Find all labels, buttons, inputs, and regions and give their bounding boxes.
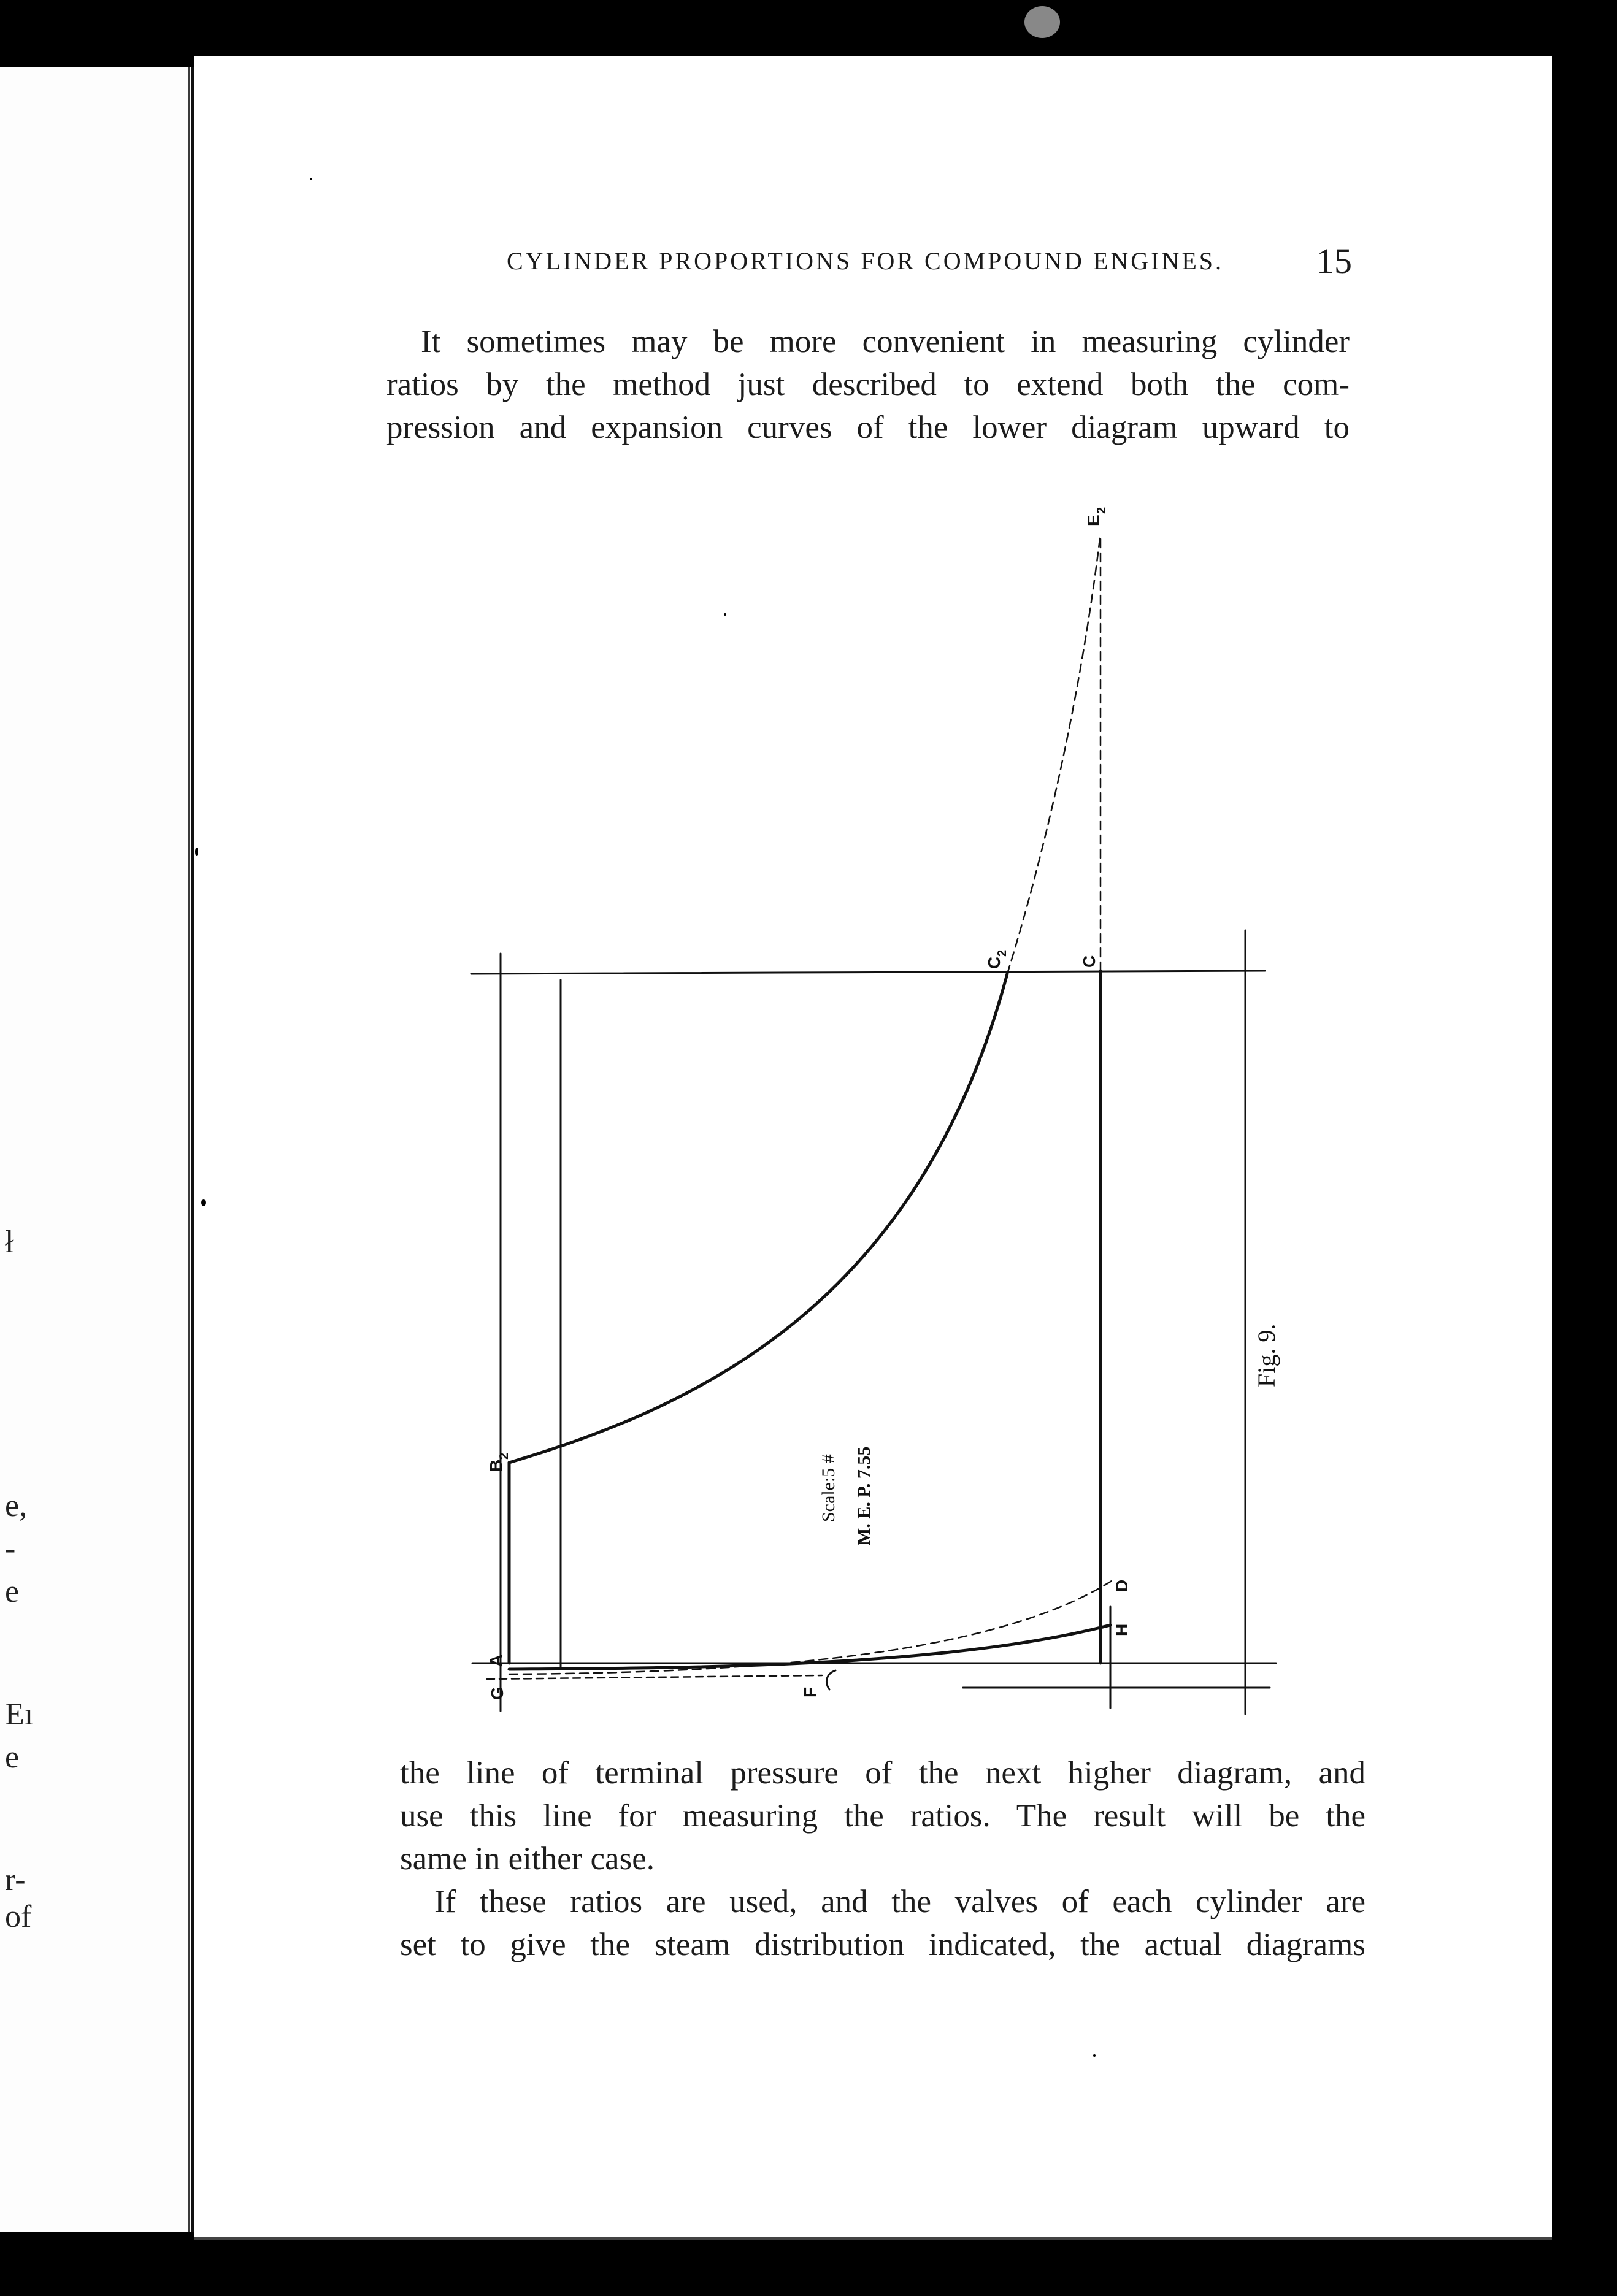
figure-caption: Fig. 9. xyxy=(1253,1323,1280,1387)
left-page-fragment: e xyxy=(5,1740,20,1775)
text-line: same in either case. xyxy=(400,1841,655,1877)
label-h: H xyxy=(1112,1623,1131,1636)
label-a: A xyxy=(486,1654,505,1667)
label-g: G xyxy=(488,1686,507,1700)
expansion-curve-dashed-extension xyxy=(1007,534,1100,974)
scan-speck xyxy=(310,178,312,180)
scan-speck xyxy=(1024,6,1060,38)
mep-label: M. E. P. 7.55 xyxy=(854,1446,874,1545)
scan-speck xyxy=(195,848,198,856)
text-line: use this line for measuring the ratios. The result will be the xyxy=(400,1798,1365,1834)
label-e2: E xyxy=(1084,515,1103,526)
text-line: ratios by the method just described to extend both the com- xyxy=(386,367,1350,402)
page-number: 15 xyxy=(1316,241,1352,281)
label-b2-subscript: 2 xyxy=(497,1452,511,1460)
label-c2: C xyxy=(985,956,1004,969)
scan-speck xyxy=(797,12,801,16)
left-page-fragment: - xyxy=(5,1531,16,1566)
left-page-fragment: r- xyxy=(5,1862,26,1897)
label-b2: B xyxy=(486,1459,505,1472)
scan-speck xyxy=(1093,2054,1096,2057)
text-line: the line of terminal pressure of the next higher diagram, and xyxy=(400,1755,1365,1791)
top-horizontal-line xyxy=(471,971,1265,974)
left-page-fragment: ł xyxy=(5,1225,14,1260)
expansion-curve-solid xyxy=(509,974,1007,1463)
label-f: F xyxy=(801,1686,820,1697)
label-c2-subscript: 2 xyxy=(996,949,1009,957)
text-line: If these ratios are used, and the valves of each cylinder are xyxy=(434,1884,1365,1919)
left-page-fragment: e, xyxy=(5,1488,28,1523)
label-c: C xyxy=(1080,955,1099,968)
f-leader xyxy=(826,1670,835,1689)
scan-speck xyxy=(201,1199,206,1206)
label-e2-subscript: 2 xyxy=(1095,507,1108,514)
text-line: pression and expansion curves of the lower diagram upward to xyxy=(386,410,1350,445)
g-dashed-baseline xyxy=(487,1675,822,1679)
scan-speck xyxy=(604,46,607,51)
running-head: CYLINDER PROPORTIONS FOR COMPOUND ENGINES. xyxy=(507,247,1224,275)
left-page-fragment: of xyxy=(5,1899,32,1934)
left-page-fragment: e xyxy=(5,1574,20,1609)
left-page-fragment: Eı xyxy=(5,1697,34,1732)
scale-label: Scale:5 # xyxy=(818,1454,839,1522)
scan-speck xyxy=(724,613,726,616)
text-line: It sometimes may be more convenient in measuring cylinder xyxy=(421,324,1350,359)
compression-curve-dashed xyxy=(509,1581,1112,1674)
text-line: set to give the steam distribution indicated, the actual diagrams xyxy=(400,1927,1365,1962)
label-d: D xyxy=(1112,1579,1131,1592)
